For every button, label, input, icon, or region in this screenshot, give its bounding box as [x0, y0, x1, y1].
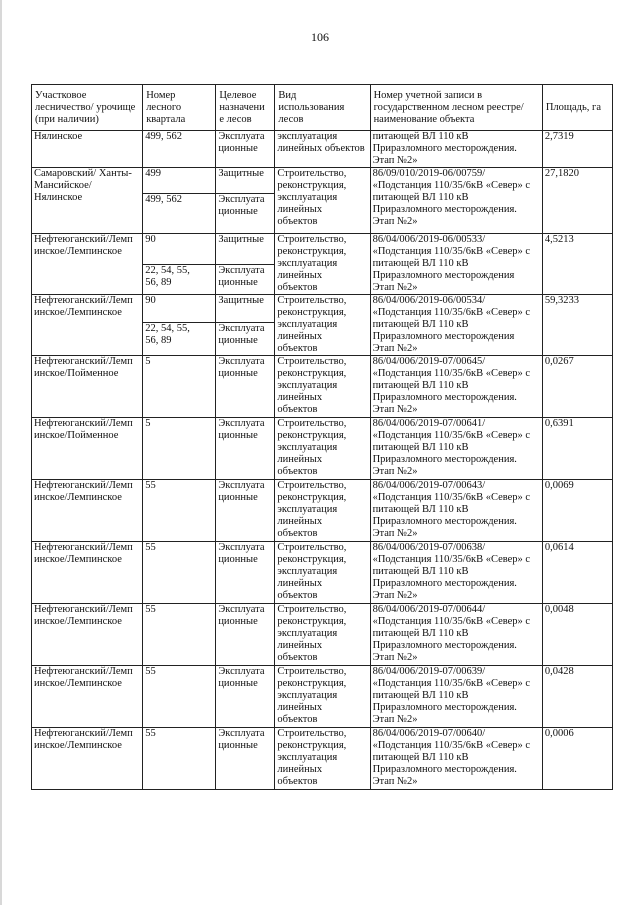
cell-purpose: Эксплуата ционные — [216, 194, 275, 234]
cell-record: 86/04/006/2019-07/00643/ «Подстанция 110/35/6кВ «Север» с питающей ВЛ 110 кВ Приразломного месторождения. Этап №2» — [370, 480, 542, 542]
cell-area: 0,0069 — [542, 480, 612, 542]
cell-record: 86/09/010/2019-06/00759/ «Подстанция 110/35/6кВ «Север» с питающей ВЛ 110 кВ Приразломного месторождения. Этап №2» — [370, 168, 542, 234]
header-purpose: Целевое назначени е лесов — [216, 85, 275, 131]
cell-usage: Строительство, реконструкция, эксплуатация линейных объектов — [275, 604, 370, 666]
cell-quarter: 22, 54, 55, 56, 89 — [143, 264, 216, 295]
cell-quarter: 22, 54, 55, 56, 89 — [143, 322, 216, 355]
cell-usage: Строительство, реконструкция, эксплуатация линейных объектов — [275, 234, 370, 295]
table-row — [32, 356, 613, 418]
header-record: Номер учетной записи в государственном лесном реестре/ наименование объекта — [370, 85, 542, 131]
header-quarter: Номер лесного квартала — [143, 85, 216, 131]
cell-quarter: 55 — [143, 666, 216, 728]
cell-area: 59,3233 — [542, 295, 612, 356]
table-row — [32, 542, 613, 604]
cell-quarter: 499 — [143, 168, 216, 194]
cell-record: 86/04/006/2019-06/00534/ «Подстанция 110/35/6кВ «Север» с питающей ВЛ 110 кВ Приразломного месторождения Этап №2» — [370, 295, 542, 356]
cell-quarter: 5 — [143, 356, 216, 418]
table-row — [32, 480, 613, 542]
table-header-row — [32, 85, 613, 131]
cell-purpose: Эксплуата ционные — [216, 728, 275, 790]
cell-quarter: 55 — [143, 604, 216, 666]
cell-usage: Строительство, реконструкция, эксплуатация линейных объектов — [275, 168, 370, 234]
cell-quarter: 499, 562 — [143, 131, 216, 168]
cell-quarter: 90 — [143, 295, 216, 323]
cell-forestry: Самаровский/ Ханты- Мансийское/ Нялинское — [32, 168, 143, 234]
cell-forestry: Нефтеюганский/Лемп инское/Лемпинское — [32, 666, 143, 728]
cell-forestry: Нефтеюганский/Лемп инское/Лемпинское — [32, 542, 143, 604]
cell-record: 86/04/006/2019-07/00639/ «Подстанция 110/35/6кВ «Север» с питающей ВЛ 110 кВ Приразломного месторождения. Этап №2» — [370, 666, 542, 728]
cell-purpose: Эксплуата ционные — [216, 604, 275, 666]
cell-usage: Строительство, реконструкция, эксплуатация линейных объектов — [275, 542, 370, 604]
cell-usage: Строительство, реконструкция, эксплуатация линейных объектов — [275, 418, 370, 480]
cell-area: 2,7319 — [542, 131, 612, 168]
cell-forestry: Нефтеюганский/Лемп инское/Лемпинское — [32, 604, 143, 666]
page-number: 106 — [311, 30, 329, 44]
cell-purpose: Эксплуата ционные — [216, 322, 275, 355]
cell-usage: Строительство, реконструкция, эксплуатация линейных объектов — [275, 666, 370, 728]
cell-record: 86/04/006/2019-07/00641/ «Подстанция 110/35/6кВ «Север» с питающей ВЛ 110 кВ Приразломного месторождения. Этап №2» — [370, 418, 542, 480]
table-row — [32, 728, 613, 790]
cell-usage: Строительство, реконструкция, эксплуатация линейных объектов — [275, 480, 370, 542]
cell-area: 0,0614 — [542, 542, 612, 604]
cell-usage: эксплуатация линейных объектов — [275, 131, 370, 168]
cell-quarter: 55 — [143, 480, 216, 542]
cell-area: 0,0428 — [542, 666, 612, 728]
cell-area: 0,0006 — [542, 728, 612, 790]
cell-purpose: Эксплуата ционные — [216, 542, 275, 604]
cell-forestry: Нефтеюганский/Лемп инское/Лемпинское — [32, 234, 143, 295]
cell-purpose: Эксплуата ционные — [216, 666, 275, 728]
cell-forestry: Нефтеюганский/Лемп инское/Лемпинское — [32, 295, 143, 356]
cell-forestry: Нефтеюганский/Лемп инское/Лемпинское — [32, 480, 143, 542]
table-row — [32, 168, 613, 194]
cell-record: питающей ВЛ 110 кВ Приразломного месторождения. Этап №2» — [370, 131, 542, 168]
cell-quarter: 55 — [143, 542, 216, 604]
page-edge — [0, 0, 2, 905]
header-forestry: Участковое лесничество/ урочище (при наличии) — [32, 85, 143, 131]
table-row — [32, 418, 613, 480]
cell-purpose: Эксплуата ционные — [216, 356, 275, 418]
cell-usage: Строительство, реконструкция, эксплуатация линейных объектов — [275, 295, 370, 356]
cell-record: 86/04/006/2019-07/00644/ «Подстанция 110/35/6кВ «Север» с питающей ВЛ 110 кВ Приразломного месторождения. Этап №2» — [370, 604, 542, 666]
table-row — [32, 604, 613, 666]
cell-forestry: Нефтеюганский/Лемп инское/Пойменное — [32, 418, 143, 480]
cell-record: 86/04/006/2019-07/00645/ «Подстанция 110/35/6кВ «Север» с питающей ВЛ 110 кВ Приразломного месторождения. Этап №2» — [370, 356, 542, 418]
cell-forestry: Нялинское — [32, 131, 143, 168]
cell-purpose: Защитные — [216, 234, 275, 265]
cell-quarter: 55 — [143, 728, 216, 790]
cell-purpose: Эксплуата ционные — [216, 131, 275, 168]
cell-area: 27,1820 — [542, 168, 612, 234]
cell-area: 4,5213 — [542, 234, 612, 295]
cell-area: 0,0267 — [542, 356, 612, 418]
forest-register-table — [31, 84, 613, 790]
table-row — [32, 131, 613, 168]
cell-record: 86/04/006/2019-07/00638/ «Подстанция 110/35/6кВ «Север» с питающей ВЛ 110 кВ Приразломного месторождения. Этап №2» — [370, 542, 542, 604]
cell-area: 0,0048 — [542, 604, 612, 666]
cell-usage: Строительство, реконструкция, эксплуатация линейных объектов — [275, 728, 370, 790]
cell-quarter: 90 — [143, 234, 216, 265]
cell-purpose: Защитные — [216, 295, 275, 323]
cell-purpose: Эксплуата ционные — [216, 264, 275, 295]
cell-record: 86/04/006/2019-06/00533/ «Подстанция 110/35/6кВ «Север» с питающей ВЛ 110 кВ Приразломного месторождения Этап №2» — [370, 234, 542, 295]
table-row — [32, 234, 613, 265]
cell-record: 86/04/006/2019-07/00640/ «Подстанция 110/35/6кВ «Север» с питающей ВЛ 110 кВ Приразломного месторождения. Этап №2» — [370, 728, 542, 790]
cell-forestry: Нефтеюганский/Лемп инское/Лемпинское — [32, 728, 143, 790]
cell-purpose: Эксплуата ционные — [216, 418, 275, 480]
table-row — [32, 666, 613, 728]
header-area: Площадь, га — [542, 85, 612, 131]
table-body — [32, 131, 613, 790]
cell-usage: Строительство, реконструкция, эксплуатация линейных объектов — [275, 356, 370, 418]
header-usage: Вид использования лесов — [275, 85, 370, 131]
cell-quarter: 499, 562 — [143, 194, 216, 234]
table-row — [32, 295, 613, 323]
cell-quarter: 5 — [143, 418, 216, 480]
cell-purpose: Защитные — [216, 168, 275, 194]
cell-area: 0,6391 — [542, 418, 612, 480]
cell-purpose: Эксплуата ционные — [216, 480, 275, 542]
cell-forestry: Нефтеюганский/Лемп инское/Пойменное — [32, 356, 143, 418]
